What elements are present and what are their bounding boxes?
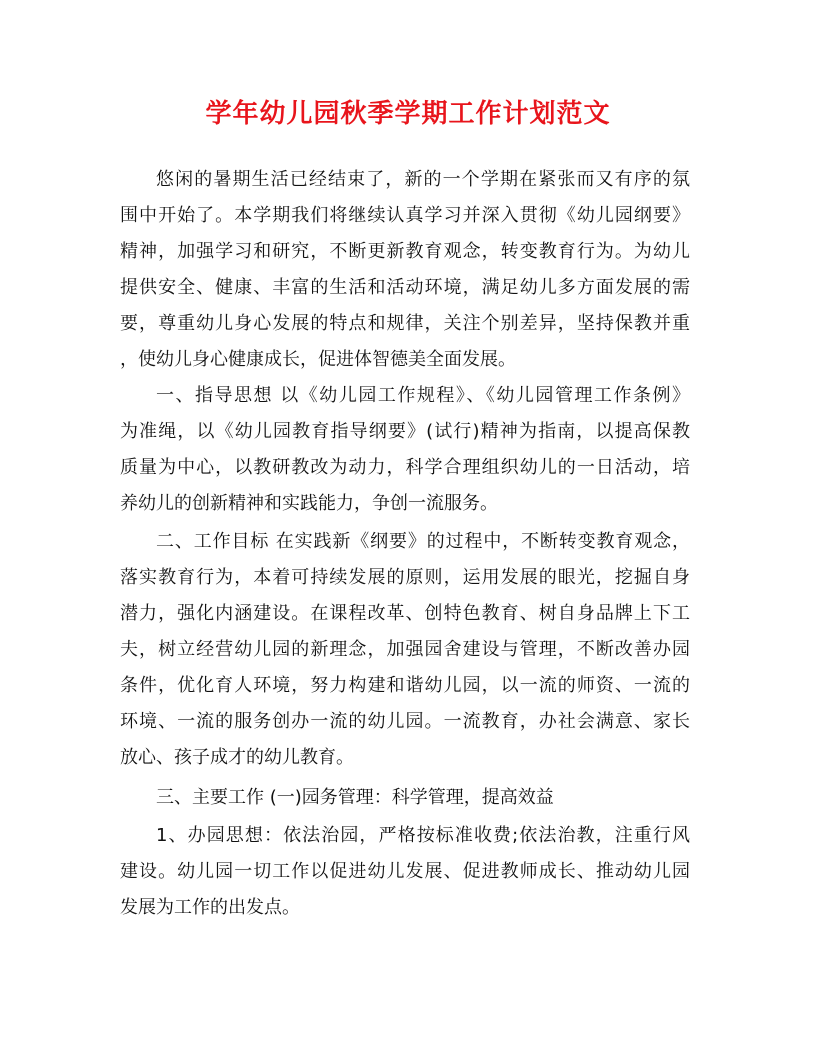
text-line: 潜力，强化内涵建设。在课程改革、创特色教育、树自身品牌上下工 bbox=[120, 603, 690, 624]
text-line: 发展为工作的出发点。 bbox=[120, 897, 300, 918]
text-line: 养幼儿的创新精神和实践能力，争创一流服务。 bbox=[120, 493, 498, 514]
text-line: 提供安全、健康、丰富的生活和活动环境，满足幼儿多方面发展的需 bbox=[120, 277, 690, 298]
text-line: 一、指导思想 以《幼儿园工作规程》、《幼儿园管理工作条例》 bbox=[156, 385, 690, 406]
text-line: 要，尊重幼儿身心发展的特点和规律，关注个别差异，坚持保教并重 bbox=[120, 313, 690, 334]
text-line: 围中开始了。本学期我们将继续认真学习并深入贯彻《幼儿园纲要》 bbox=[120, 205, 690, 226]
text-line: 落实教育行为，本着可持续发展的原则，运用发展的眼光，挖掘自身 bbox=[120, 567, 690, 588]
text-line: ，使幼儿身心健康成长，促进体智德美全面发展。 bbox=[120, 349, 516, 370]
text-line: 二、工作目标 在实践新《纲要》的过程中，不断转变教育观念， bbox=[156, 531, 690, 552]
text-line: 条件，优化育人环境，努力构建和谐幼儿园，以一流的师资、一流的 bbox=[120, 675, 690, 696]
document-title: 学年幼儿园秋季学期工作计划范文 bbox=[205, 99, 611, 129]
text-line: 悠闲的暑期生活已经结束了，新的一个学期在紧张而又有序的氛 bbox=[156, 169, 690, 190]
text-line: 夫，树立经营幼儿园的新理念，加强园舍建设与管理，不断改善办园 bbox=[120, 639, 690, 660]
text-line: 三、主要工作 (一)园务管理：科学管理，提高效益 bbox=[156, 787, 554, 808]
text-line: 环境、一流的服务创办一流的幼儿园。一流教育，办社会满意、家长 bbox=[120, 711, 690, 732]
text-line: 为准绳，以《幼儿园教育指导纲要》(试行)精神为指南，以提高保教 bbox=[120, 421, 690, 442]
text-line: 放心、孩子成才的幼儿教育。 bbox=[120, 747, 354, 768]
text-line: 1、办园思想：依法治园，严格按标准收费;依法治教，注重行风 bbox=[156, 825, 690, 846]
text-line: 精神，加强学习和研究，不断更新教育观念，转变教育行为。为幼儿 bbox=[120, 241, 690, 262]
text-line: 质量为中心，以教研教改为动力，科学合理组织幼儿的一日活动，培 bbox=[120, 457, 690, 478]
text-line: 建设。幼儿园一切工作以促进幼儿发展、促进教师成长、推动幼儿园 bbox=[120, 861, 690, 882]
